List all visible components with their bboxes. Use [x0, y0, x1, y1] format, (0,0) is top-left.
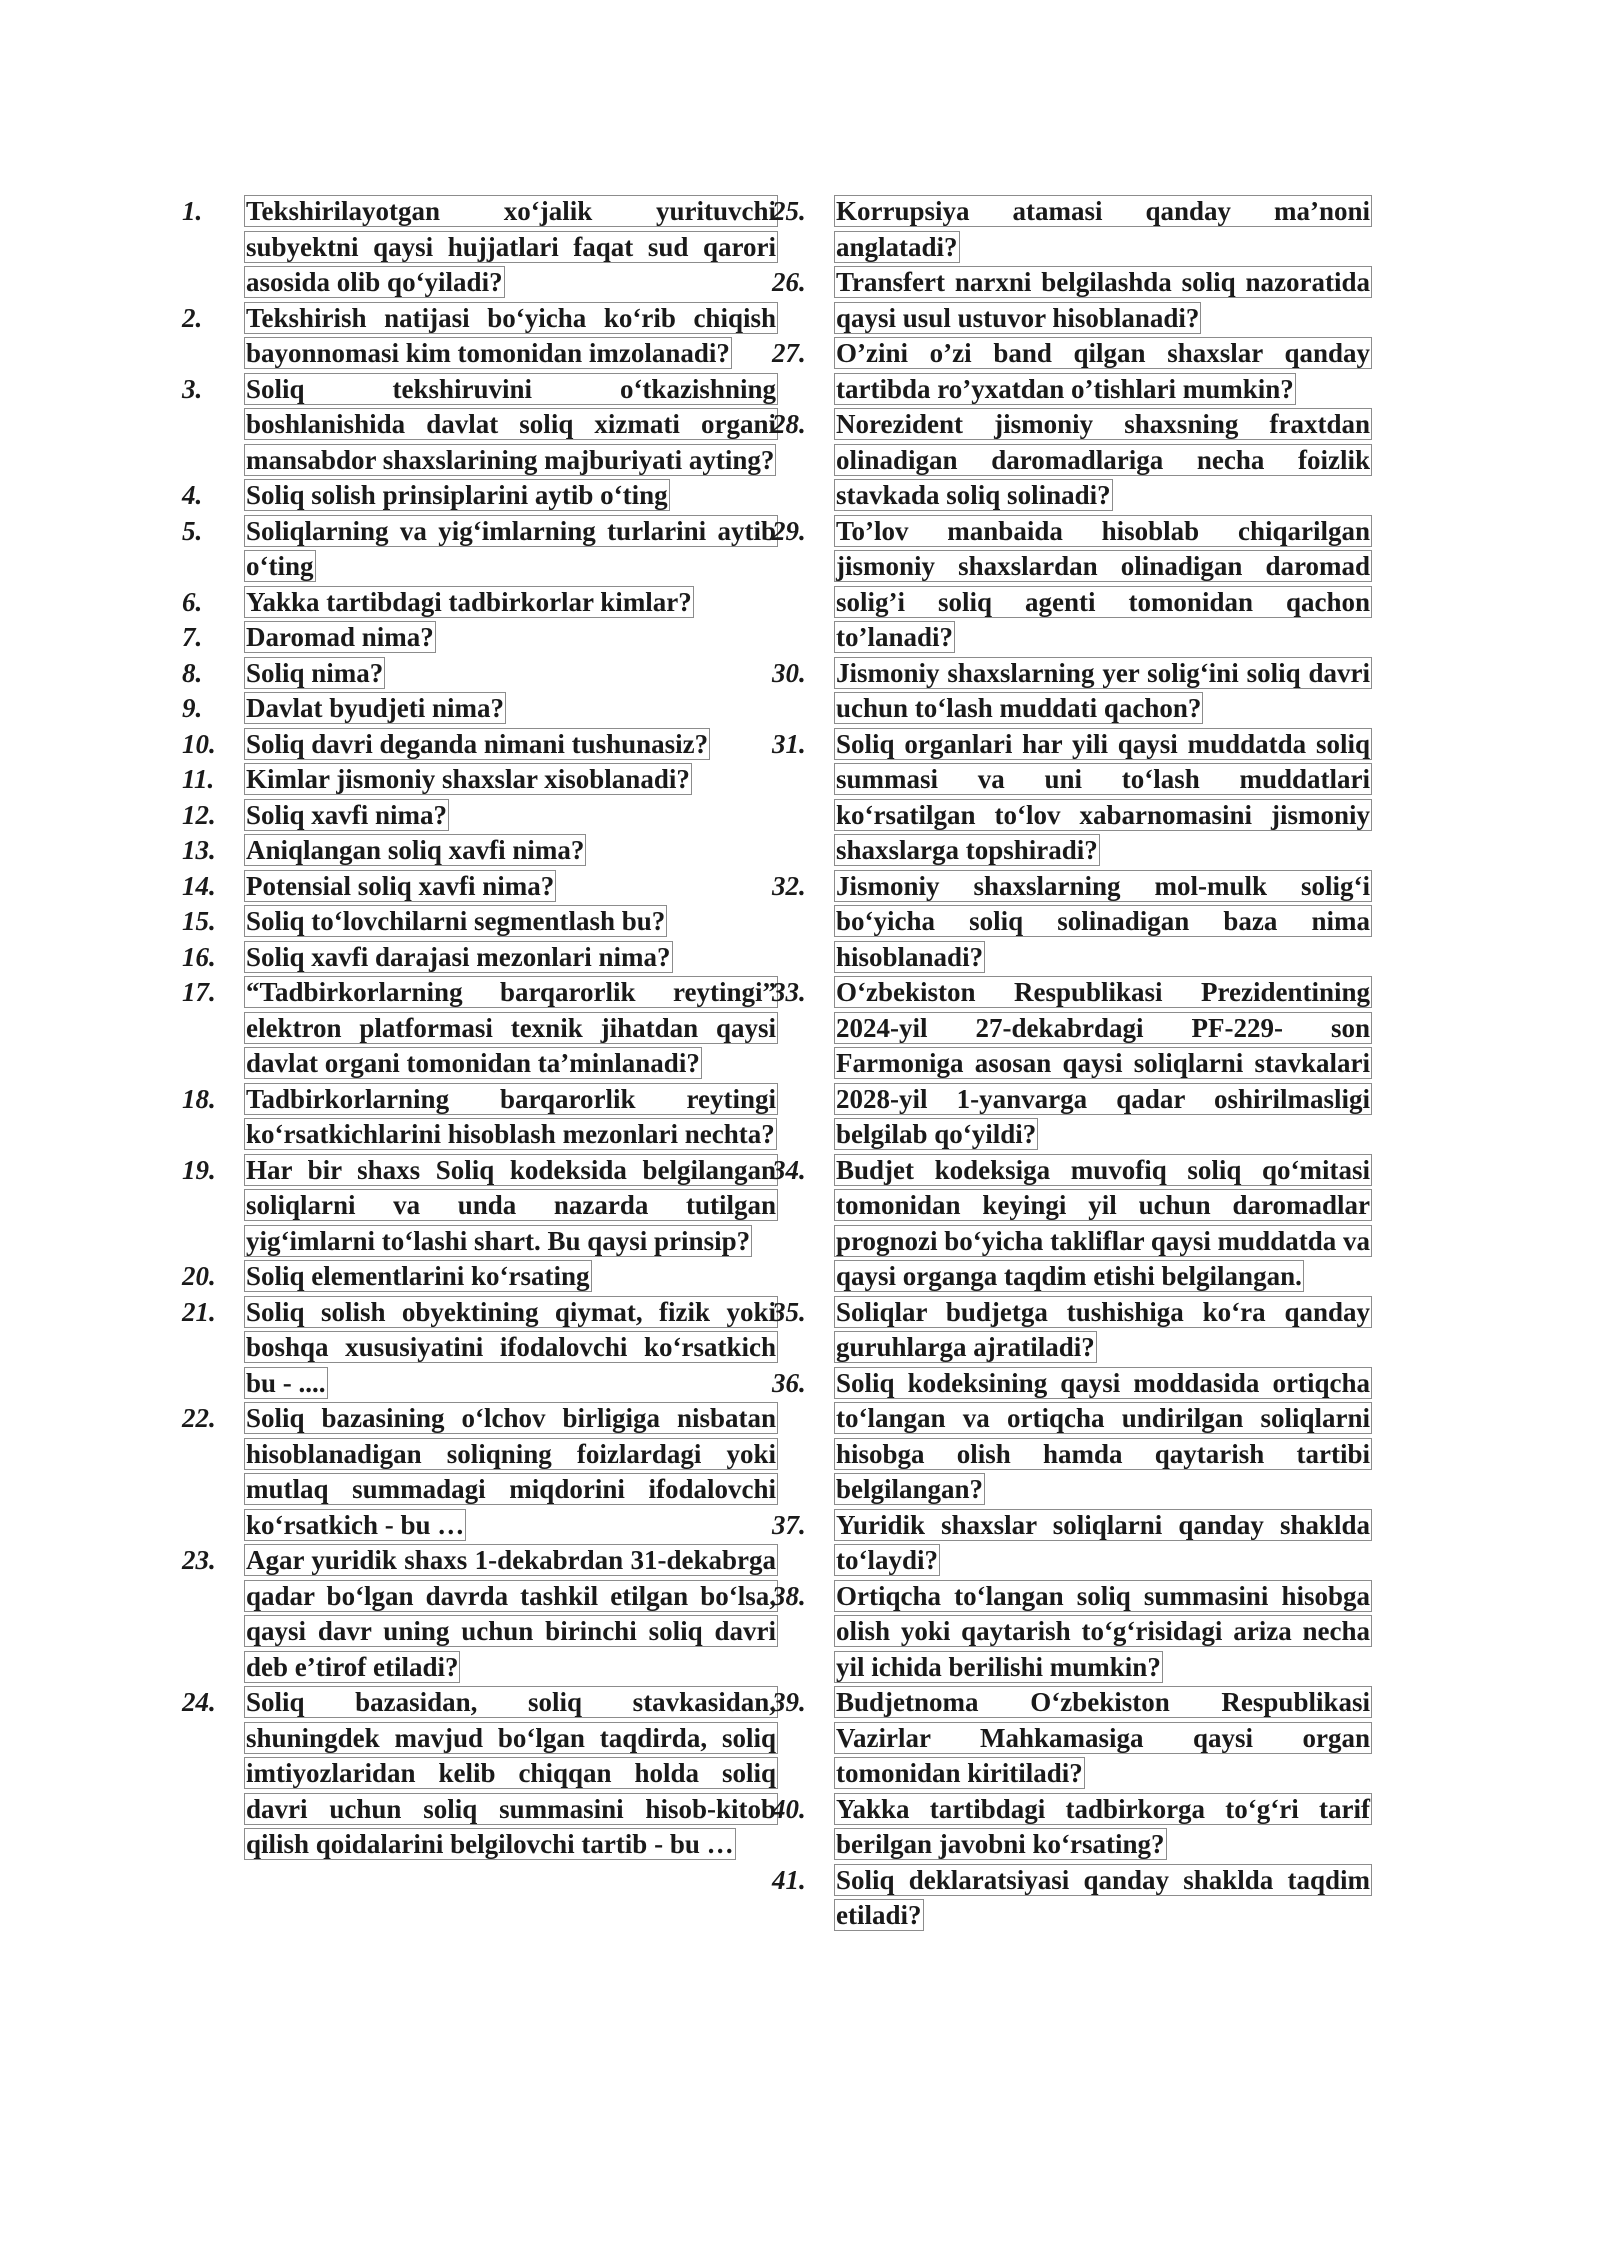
question-text-block [244, 620, 778, 656]
question-number: 33. [772, 977, 806, 1007]
question-item [772, 1295, 1372, 1366]
question-text: Agar yuridik shaxs 1-dekabrdan 31-dekabrga qadar bo‘lgan davrda tashkil etilgan bo‘lsa, qaysi davr uning uchun birinchi soliq davri deb e’tirof etiladi? [246, 1545, 776, 1682]
question-item [772, 514, 1372, 656]
question-item [182, 691, 778, 727]
question-item [182, 762, 778, 798]
question-item [182, 904, 778, 940]
question-number: 9. [182, 693, 203, 723]
question-text-block [834, 265, 1372, 336]
question-number: 6. [182, 586, 203, 617]
question-text: Tekshirilayotgan xo‘jalik yurituvchi subyektni qaysi hujjatlari faqat sud qarori asosida olib qo‘yiladi? [246, 196, 776, 297]
question-number: 34. [772, 1154, 806, 1185]
question-number: 1. [182, 196, 203, 226]
question-item [772, 1579, 1372, 1686]
question-text-block [834, 727, 1372, 869]
question-text-block [244, 904, 778, 940]
question-number: 23. [182, 1545, 216, 1575]
question-text: Korrupsiya atamasi qanday ma’noni anglatadi? [836, 196, 1370, 262]
question-number: 38. [772, 1580, 806, 1611]
question-text-block [244, 833, 778, 869]
question-item [182, 1082, 778, 1153]
question-item [772, 869, 1372, 976]
question-text: Soliq solish prinsiplarini aytib o‘ting [246, 480, 668, 510]
question-text-block [244, 478, 778, 514]
question-text-block [834, 975, 1372, 1153]
question-number: 4. [182, 480, 203, 510]
question-number: 32. [772, 870, 806, 901]
question-item [772, 1366, 1372, 1508]
question-text-block [244, 940, 778, 976]
question-item [772, 1153, 1372, 1295]
question-number: 39. [772, 1687, 806, 1717]
question-text-block [244, 1082, 778, 1153]
question-item [182, 194, 778, 301]
question-item [182, 656, 778, 692]
question-number: 30. [772, 657, 806, 688]
question-item [772, 1685, 1372, 1792]
right-question-column [772, 194, 1372, 1934]
question-text-block [834, 1863, 1372, 1934]
question-item [182, 727, 778, 763]
question-item [182, 940, 778, 976]
question-text: Soliq bazasidan, soliq stavkasidan, shuningdek mavjud bo‘lgan taqdirda, soliq imtiyozlaridan kelib chiqqan holda soliq davri uchun soliq summasini hisob-kitob qilish qoidalarini belgilovchi tartib - bu … [246, 1687, 776, 1859]
question-text-block [834, 1508, 1372, 1579]
question-text: Davlat byudjeti nima? [246, 693, 505, 723]
question-text: Soliq elementlarini ko‘rsating [246, 1261, 590, 1291]
question-text: Soliq xavfi darajasi mezonlari nima? [246, 941, 671, 972]
question-text-block [834, 1295, 1372, 1366]
question-number: 20. [182, 1261, 216, 1291]
question-text-block [834, 1153, 1372, 1295]
question-text: Jismoniy shaxslarning mol-mulk solig‘i bo‘yicha soliq solinadigan baza nima hisoblanadi? [836, 870, 1370, 972]
question-text: Yakka tartibdagi tadbirkorlar kimlar? [246, 586, 692, 617]
question-text: Ortiqcha to‘langan soliq summasini hisobga olish yoki qaytarish to‘g‘risidagi ariza necha yil ichida berilishi mumkin? [836, 1580, 1370, 1682]
question-item [772, 1792, 1372, 1863]
question-text: Soliq to‘lovchilarni segmentlash bu? [246, 906, 666, 936]
question-item [182, 798, 778, 834]
question-text: Soliq kodeksining qaysi moddasida ortiqcha to‘langan va ortiqcha undirilgan soliqlarni hisobga olish hamda qaytarish tartibi belgilangan? [836, 1367, 1370, 1504]
question-number: 40. [772, 1793, 806, 1824]
question-text: O‘zbekiston Respublikasi Prezidentining 2024-yil 27-dekabrdagi PF-229- son Farmoniga asosan qaysi soliqlarni stavkalari 2028-yil 1-yanvarga qadar oshirilmasligi belgilab qo‘yildi? [836, 977, 1370, 1149]
question-text-block [834, 336, 1372, 407]
question-item [772, 727, 1372, 869]
question-item [182, 478, 778, 514]
question-text-block [244, 691, 778, 727]
question-text: Yakka tartibdagi tadbirkorga to‘g‘ri tarif berilgan javobni ko‘rsating? [836, 1793, 1370, 1859]
question-item [182, 1153, 778, 1260]
question-item [182, 975, 778, 1082]
question-text-block [834, 1792, 1372, 1863]
question-text: To’lov manbaida hisoblab chiqarilgan jismoniy shaxslardan olinadigan daromad solig’i soliq agenti tomonidan qachon to’lanadi? [836, 515, 1370, 652]
question-item [772, 265, 1372, 336]
question-text-block [834, 407, 1372, 514]
question-text: Soliqlar budjetga tushishiga ko‘ra qanday guruhlarga ajratiladi? [836, 1296, 1370, 1362]
question-text-block [244, 656, 778, 692]
question-item [182, 1543, 778, 1685]
question-number: 10. [182, 728, 216, 759]
question-text-block [244, 1259, 778, 1295]
question-text: Soliq xavfi nima? [246, 799, 448, 830]
question-text: Soliq bazasining o‘lchov birligiga nisbatan hisoblanadigan soliqning foizlardagi yoki mutlaq summadagi miqdorini ifodalovchi ko‘rsatkich - bu … [246, 1403, 776, 1540]
question-text-block [834, 1366, 1372, 1508]
question-item [772, 407, 1372, 514]
question-item [182, 833, 778, 869]
question-text: Soliq nima? [246, 657, 384, 688]
question-text-block [834, 194, 1372, 265]
question-number: 14. [182, 870, 216, 901]
question-number: 25. [772, 196, 806, 226]
question-item [182, 869, 778, 905]
question-text: O’zini o’zi band qilgan shaxslar qanday tartibda ro’yxatdan o’tishlari mumkin? [836, 338, 1370, 404]
question-number: 21. [182, 1296, 216, 1327]
question-text: Soliq tekshiruvini o‘tkazishning boshlanishida davlat soliq xizmati organi mansabdor shaxslarining majburiyati ayting? [246, 373, 776, 475]
question-text: Soliq solish obyektining qiymat, fizik yoki boshqa xususiyatini ifodalovchi ko‘rsatkich bu - .... [246, 1296, 776, 1398]
question-text: Soliq davri deganda nimani tushunasiz? [246, 728, 709, 759]
question-item [182, 1295, 778, 1402]
question-number: 8. [182, 657, 203, 688]
question-item [772, 1508, 1372, 1579]
question-number: 35. [772, 1296, 806, 1327]
question-text-block [244, 975, 778, 1082]
question-item [182, 585, 778, 621]
question-text: Aniqlangan soliq xavfi nima? [246, 835, 585, 865]
question-text: Budjet kodeksiga muvofiq soliq qo‘mitasi tomonidan keyingi yil uchun daromadlar prognozi bo‘yicha takliflar qaysi muddatda va qaysi organga taqdim etishi belgilangan. [836, 1154, 1370, 1291]
question-text-block [834, 869, 1372, 976]
question-number: 37. [772, 1509, 806, 1540]
question-number: 12. [182, 799, 216, 830]
question-text-block [244, 798, 778, 834]
question-item [772, 336, 1372, 407]
question-text-block [834, 514, 1372, 656]
question-item [772, 194, 1372, 265]
question-number: 11. [182, 764, 215, 794]
question-text: “Tadbirkorlarning barqarorlik reytingi” elektron platformasi texnik jihatdan qaysi davlat organi tomonidan ta’minlanadi? [246, 977, 776, 1078]
question-number: 16. [182, 941, 216, 972]
question-text-block [834, 656, 1372, 727]
question-number: 27. [772, 338, 806, 368]
question-text: Jismoniy shaxslarning yer solig‘ini soliq davri uchun to‘lash muddati qachon? [836, 657, 1370, 723]
question-text-block [244, 194, 778, 301]
question-number: 41. [772, 1864, 806, 1895]
question-item [182, 1401, 778, 1543]
question-number: 2. [182, 302, 203, 333]
question-text-block [244, 301, 778, 372]
question-text-block [834, 1685, 1372, 1792]
question-item [182, 301, 778, 372]
question-text-block [244, 514, 778, 585]
question-item [182, 620, 778, 656]
question-item [772, 975, 1372, 1153]
question-number: 15. [182, 906, 216, 936]
question-number: 13. [182, 835, 216, 865]
question-item [182, 372, 778, 479]
question-number: 31. [772, 728, 806, 759]
left-question-column [182, 194, 778, 1863]
question-number: 36. [772, 1367, 806, 1398]
question-text: Tekshirish natijasi bo‘yicha ko‘rib chiqish bayonnomasi kim tomonidan imzolanadi? [246, 302, 776, 368]
question-text-block [244, 869, 778, 905]
question-number: 28. [772, 409, 806, 439]
question-text-block [244, 1153, 778, 1260]
question-text-block [244, 372, 778, 479]
question-text: Potensial soliq xavfi nima? [246, 870, 555, 901]
question-number: 5. [182, 515, 203, 546]
question-number: 22. [182, 1403, 216, 1433]
question-item [182, 1685, 778, 1863]
question-number: 26. [772, 267, 806, 297]
question-number: 29. [772, 515, 806, 546]
question-text-block [244, 585, 778, 621]
question-number: 18. [182, 1083, 216, 1114]
question-number: 24. [182, 1687, 216, 1717]
question-text-block [244, 1543, 778, 1685]
question-number: 17. [182, 977, 216, 1007]
question-text-block [244, 1685, 778, 1863]
question-text: Har bir shaxs Soliq kodeksida belgilangan soliqlarni va unda nazarda tutilgan yig‘imlarni to‘lashi shart. Bu qaysi prinsip? [246, 1154, 776, 1256]
question-text: Soliqlarning va yig‘imlarning turlarini aytib o‘ting [246, 515, 776, 581]
question-text: Tadbirkorlarning barqarorlik reytingi ko‘rsatkichlarini hisoblash mezonlari nechta? [246, 1083, 776, 1149]
question-text: Soliq deklaratsiyasi qanday shaklda taqdim etiladi? [836, 1864, 1370, 1930]
question-text-block [834, 1579, 1372, 1686]
question-text-block [244, 1401, 778, 1543]
question-text: Transfert narxni belgilashda soliq nazoratida qaysi usul ustuvor hisoblanadi? [836, 267, 1370, 333]
question-item [182, 514, 778, 585]
question-number: 7. [182, 622, 203, 652]
question-number: 3. [182, 373, 203, 404]
question-text-block [244, 1295, 778, 1402]
question-text: Daromad nima? [246, 622, 434, 652]
question-text-block [244, 762, 778, 798]
question-text: Budjetnoma O‘zbekiston Respublikasi Vazirlar Mahkamasiga qaysi organ tomonidan kiritiladi? [836, 1687, 1370, 1788]
question-number: 19. [182, 1154, 216, 1185]
question-item [772, 1863, 1372, 1934]
question-text: Soliq organlari har yili qaysi muddatda soliq summasi va uni to‘lash muddatlari ko‘rsatilgan to‘lov xabarnomasini jismoniy shaxslarga topshiradi? [836, 728, 1370, 865]
question-text-block [244, 727, 778, 763]
question-item [772, 656, 1372, 727]
question-text: Norezident jismoniy shaxsning fraxtdan olinadigan daromadlariga necha foizlik stavkada soliq solinadi? [836, 409, 1370, 510]
question-text: Kimlar jismoniy shaxslar xisoblanadi? [246, 764, 690, 794]
question-item [182, 1259, 778, 1295]
question-text: Yuridik shaxslar soliqlarni qanday shaklda to‘laydi? [836, 1509, 1370, 1575]
